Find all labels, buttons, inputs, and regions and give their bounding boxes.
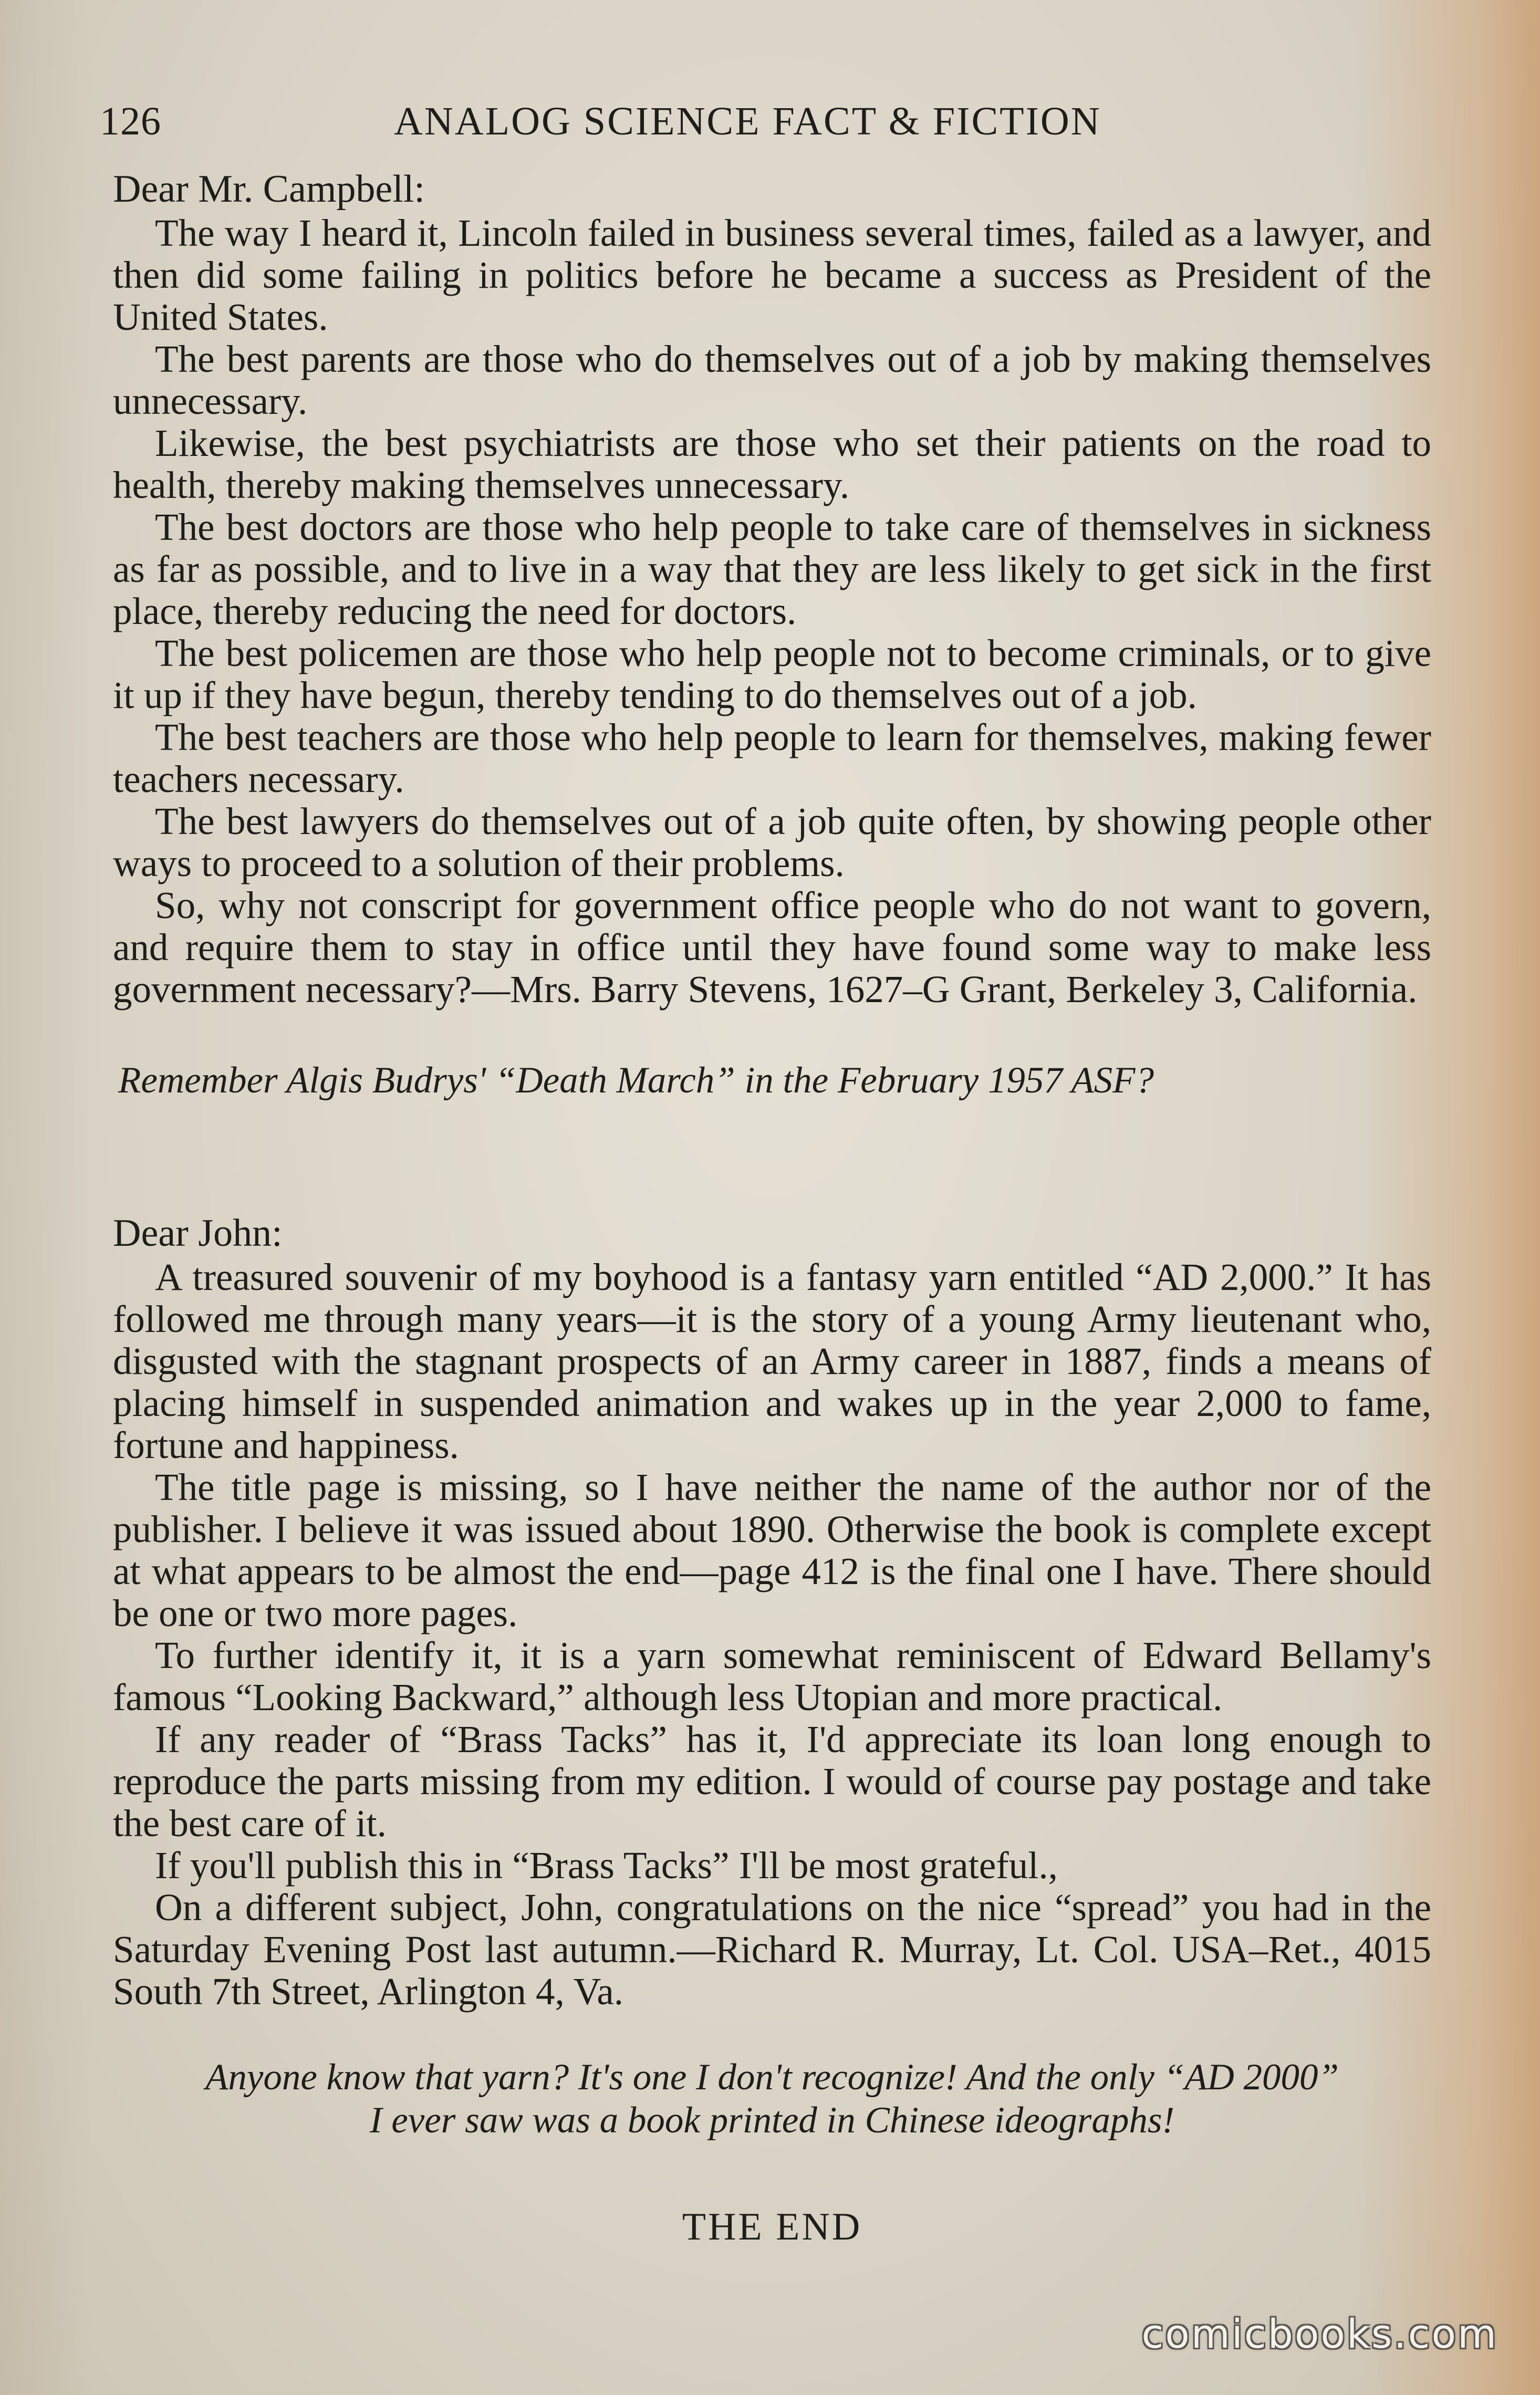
letter-paragraph: If any reader of “Brass Tacks” has it, I'd appreciate its loan long enough to reproduce the parts missing from my edition. I would of course pay postage and take the best care of it. (113, 1718, 1431, 1845)
letter-salutation: Dear Mr. Campbell: (113, 168, 425, 211)
editor-reply-final (113, 2056, 1431, 2142)
letter-paragraph: The title page is missing, so I have neither the name of the author nor of the publisher. I believe it was issued about 1890. Otherwise the book is complete except at what appears to be almost the end—page 412 is the final one I have. There should be one or two more pages. (113, 1466, 1431, 1634)
letter-paragraph: The best parents are those who do themselves out of a job by making themselves unnecessary. (113, 338, 1431, 422)
site-watermark: comicbooks.com (1141, 2310, 1498, 2357)
letter-paragraph: The best lawyers do themselves out of a job quite often, by showing people other ways to proceed to a solution of their problems. (113, 800, 1431, 884)
letter-paragraph: The best policemen are those who help people not to become criminals, or to give it up if they have begun, thereby tending to do themselves out of a job. (113, 632, 1431, 716)
letter-paragraph: The best doctors are those who help people to take care of themselves in sickness as far as possible, and to live in a way that they are less likely to get sick in the first place, thereby reducing the need for doctors. (113, 506, 1431, 632)
letter-paragraph: If you'll publish this in “Brass Tacks” I'll be most grateful., (155, 1844, 1058, 1887)
page-body (113, 168, 1431, 2250)
letter-spacer (113, 1102, 1431, 1212)
editor-reply-line: Anyone know that yarn? It's one I don't recognize! And the only “AD 2000” (205, 2057, 1339, 2098)
letter-paragraph: So, why not conscript for government office people who do not want to govern, and require them to stay in office until they have found some way to make less government necessary?—Mrs. Barry Stevens, 1627–G Grant, Berkeley 3, California. (113, 884, 1431, 1011)
letter-john (113, 1212, 1431, 2013)
letter-paragraph: To further identify it, it is a yarn somewhat reminiscent of Edward Bellamy's famous “Looking Backward,” although less Utopian and more practical. (113, 1634, 1431, 1719)
editor-reply-line: I ever saw was a book printed in Chinese ideographs! (369, 2100, 1175, 2141)
letter-salutation: Dear John: (113, 1212, 283, 1255)
letter-paragraph: On a different subject, John, congratulations on the nice “spread” you had in the Saturday Evening Post last autumn.—Richard R. Murray, Lt. Col. USA–Ret., 4015 South 7th Street, Arlington 4, Va. (113, 1886, 1431, 2013)
page-number: 126 (100, 99, 161, 143)
the-end: THE END (682, 2205, 862, 2248)
letter-paragraph: The way I heard it, Lincoln failed in business several times, failed as a lawyer, and then did some failing in politics before he became a success as President of the United States. (113, 212, 1431, 338)
running-head: ANALOG SCIENCE FACT & FICTION (394, 99, 1101, 143)
letter-paragraph: The best teachers are those who help people to learn for themselves, making fewer teachers necessary. (113, 716, 1431, 800)
letter-campbell (113, 168, 1431, 1011)
letter-paragraph: Likewise, the best psychiatrists are those who set their patients on the road to health, thereby making themselves unnecessary. (113, 422, 1431, 506)
page-header (100, 99, 1182, 157)
editor-reply: Remember Algis Budrys' “Death March” in the February 1957 ASF? (118, 1060, 1154, 1101)
letter-paragraph: A treasured souvenir of my boyhood is a fantasy yarn entitled “AD 2,000.” It has followed me through many years—it is the story of a young Army lieutenant who, disgusted with the stagnant prospects of an Army career in 1887, finds a means of placing himself in suspended animation and wakes up in the year 2,000 to fame, fortune and happiness. (113, 1256, 1431, 1466)
